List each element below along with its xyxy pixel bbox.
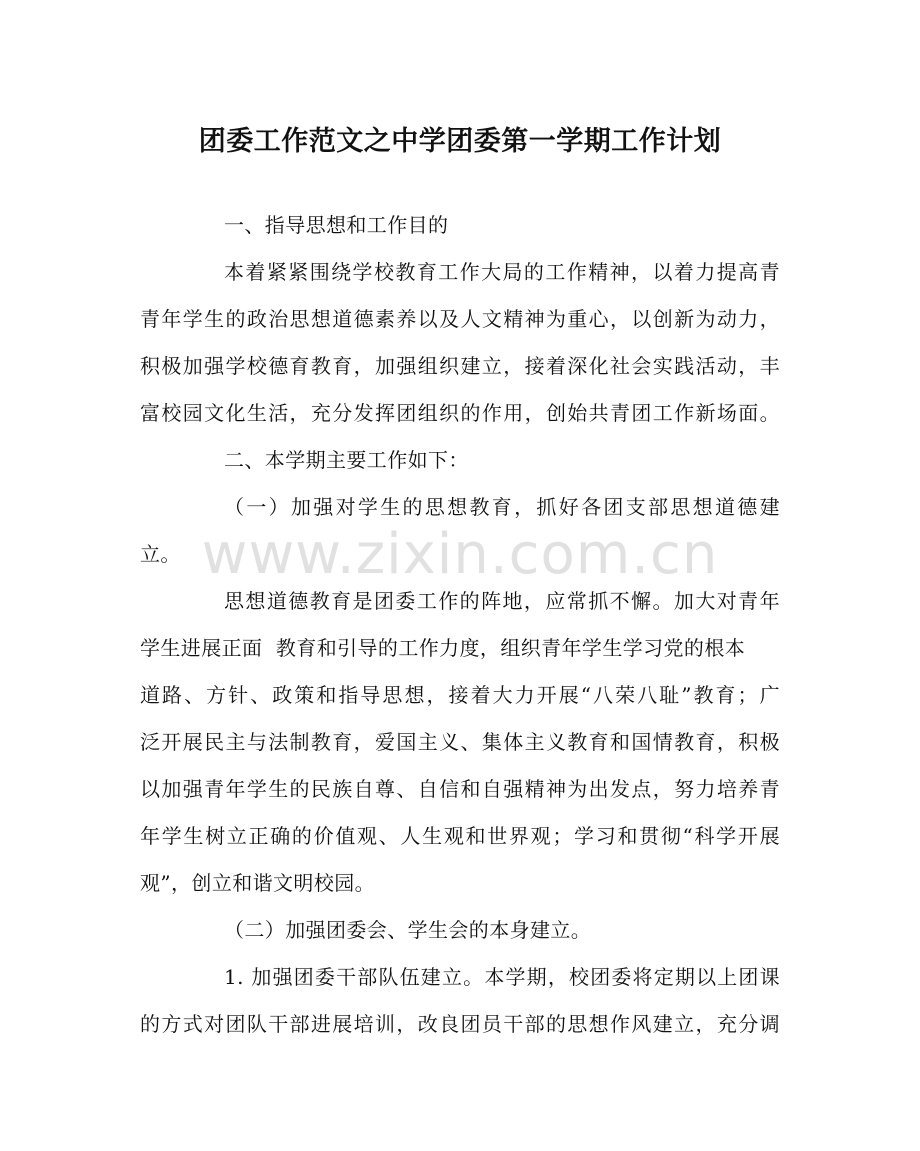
paragraph-line: 1. 加强团委干部队伍建立。本学期，校团委将定期以上团课	[224, 965, 780, 989]
section-heading-2: 二、本学期主要工作如下：	[224, 448, 469, 472]
document-title: 团委工作范文之中学团委第一学期工作计划	[198, 126, 722, 157]
subsection-heading-1: （一）加强对学生的思想教育，抓好各团支部思想道德建	[224, 495, 780, 519]
paragraph-line: 年学生树立正确的价值观、人生观和世界观；学习和贯彻“科学开展	[140, 824, 780, 848]
section-heading-1: 一、指导思想和工作目的	[224, 213, 449, 237]
paragraph-line: 观”，创立和谐文明校园。	[140, 871, 376, 895]
paragraph-line: 道路、方针、政策和指导思想，接着大力开展“八荣八耻”教育；广	[140, 683, 780, 707]
paragraph-line: 青年学生的政治思想道德素养以及人文精神为重心，以创新为动力，	[140, 307, 780, 331]
paragraph-line: 思想道德教育是团委工作的阵地，应常抓不懈。加大对青年	[224, 589, 780, 613]
watermark: www.zixin.com.cn	[201, 522, 719, 587]
paragraph-line: 泛开展民主与法制教育，爱国主义、集体主义教育和国情教育，积极	[140, 730, 780, 754]
paragraph-line: 本着紧紧围绕学校教育工作大局的工作精神，以着力提高青	[224, 260, 780, 284]
paragraph-line: 学生进展正面 教育和引导的工作力度，组织青年学生学习党的根本	[140, 636, 746, 660]
paragraph-line: 以加强青年学生的民族自尊、自信和自强精神为出发点，努力培养青	[140, 777, 780, 801]
paragraph-line: 富校园文化生活，充分发挥团组织的作用，创始共青团工作新场面。	[140, 401, 780, 425]
paragraph-line: 积极加强学校德育教育，加强组织建立，接着深化社会实践活动，丰	[140, 354, 780, 378]
subsection-heading-2: （二）加强团委会、学生会的本身建立。	[224, 918, 592, 942]
subsection-heading-1-cont: 立。	[140, 542, 181, 566]
paragraph-line: 的方式对团队干部进展培训，改良团员干部的思想作风建立，充分调	[140, 1012, 780, 1036]
